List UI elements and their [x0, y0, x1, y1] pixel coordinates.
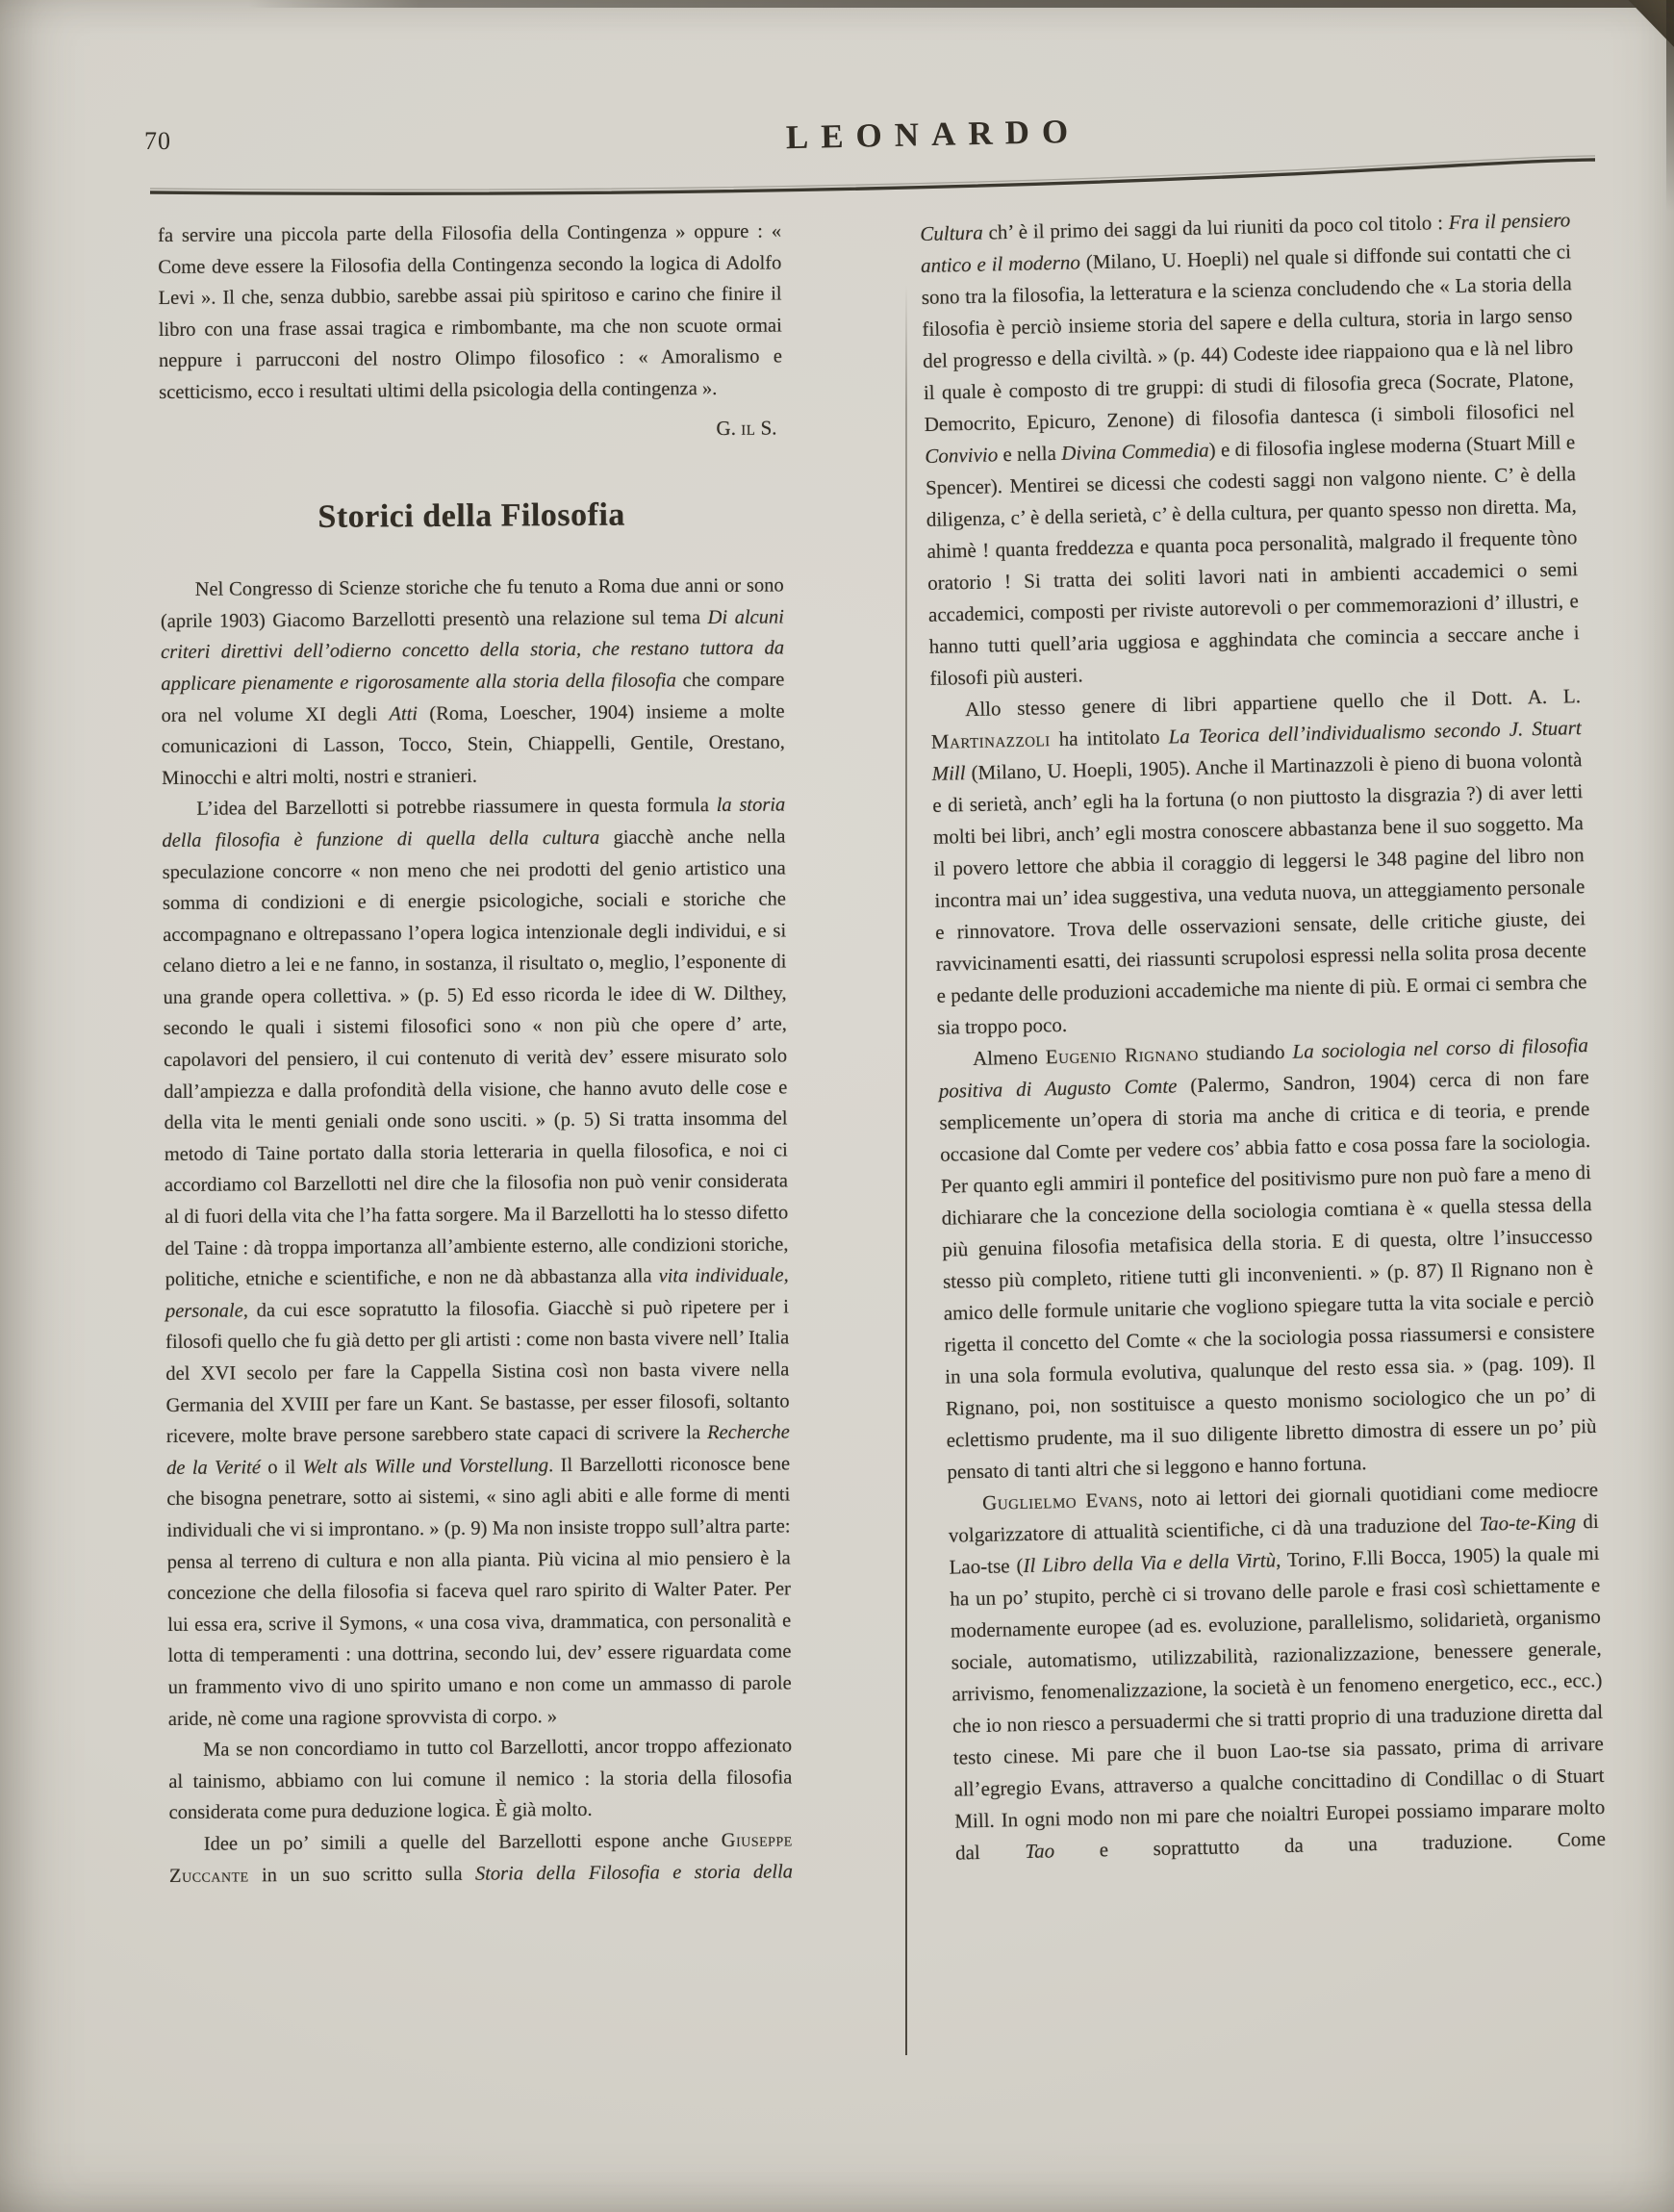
right-column: [920, 204, 1606, 1869]
paragraph-rignano: Almeno Eugenio Rignano studiando La sociologia nel corso di filosofia positiva di Augusto Comte (Palermo, Sandron, 1904) cerca di non fare semplicemente un’opera di storia ma anche di critica e di teoria, e prende occasione dal Comte per vedere cos’ abbia fatto e cosa possa fare la sociologia. Per quanto egli ammiri il pontefice del positivismo pure non può fare a meno di dichiarare che la concezione della sociologia comtiana è « quella stessa della più genuina filosofia metafisica della storia. E di questa, oltre l’insuccesso stesso più completo, ritiene tutti gli inconvenienti. » (p. 87) Il Rignano non è amico delle formule unitarie che vogliono spiegare tutta la vita sociale e perciò rigetta il concetto del Comte « che la sociologia possa riassumersi e consistere in una sola formula evolutiva, qualunque del resto essa sia. » (pag. 109). Il Rignano, poi, non sostituisce a questo monismo sociologico che un po’ di eclettismo prudente, ma il suo diligente libretto dimostra di essere un po’ più pensato di tanti altri che si leggono e hanno fortuna.: [938, 1033, 1597, 1484]
signature-g-il-s: G. il S.: [716, 416, 777, 440]
paragraph-contingenza-continuation: fa servire una piccola parte della Filosofia della Contingenza » oppure : « Come deve essere la Filosofia della Contingenza secondo la logica di Adolfo Levi ». Il che, senza dubbio, sarebbe assai più spiritoso e carino che finire il libro con una frase assai tragica e rimbombante, ma che non scuote ormai neppure i parrucconi del nostro Olimpo filosofico : « Amoralismo e scetticismo, ecco i resultati ultimi della psicologia della contingenza ».: [158, 220, 783, 403]
paragraph-congresso: Nel Congresso di Scienze storiche che fu tenuto a Roma due anni or sono (aprile 1903) Giacomo Barzellotti presentò una relazione sul tema Di alcuni criteri direttivi dell’odierno concetto della storia, che restano tuttora da applicare pienamente e rigorosamente alla storia della filosofia che compare ora nel volume XI degli Atti (Roma, Loescher, 1904) insieme a molte comunicazioni di Lasson, Tocco, Stein, Chiappelli, Gentile, Orestano, Minocchi e altri molti, nostri e stranieri.: [160, 574, 785, 789]
page-number: 70: [144, 127, 171, 155]
journal-title: LEONARDO: [785, 112, 1081, 157]
paragraph-idea-barzellotti: L’idea del Barzellotti si potrebbe riassumere in questa formula la storia della filosofia è funzione di quella della cultura giacchè anche nella speculazione concorre « non meno che nei prodotti del genio artistico una somma di condizioni e di energie psicologiche, sociali e storiche che accompagnano e oltrepassano l’opera logica intenzionale degli individui, e si celano dietro a lei e ne fanno, in sostanza, il risultato o, meglio, l’esponente di una grande opera collettiva. » (p. 5) Ed esso ricorda le idee di W. Dilthey, secondo le quali i sistemi filosofici sono « non più che opere d’ arte, capolavori del pensiero, il cui contenuto di verità dev’ essere misurato solo dall’ampiezza e dalla profondità della visione, che hanno avuto delle cose e della vita le menti geniali onde sono usciti. » (p. 5) Si tratta insomma del metodo di Taine portato dalla storia letteraria in quella filosofica, e noi ci accordiamo col Barzellotti nel dire che la filosofia non può venir considerata al di fuori della vita che l’ha fatta sorgere. Ma il Barzellotti ha lo stesso difetto del Taine : dà troppa importanza all’ambiente esterno, alle condizioni storiche, politiche, etniche e scientifiche, e non ne dà abbastanza alla vita individuale, personale, da cui esce sopratutto la filosofia. Giacchè si può ripetere per i filosofi quello che fu già detto per gli artisti : come non basta vivere nell’ Italia del XVI secolo per fare la Cappella Sistina così non basta vivere nella Germania del XVIII per fare un Kant. Se bastasse, per esser filosofi, soltanto ricevere, molte brave persone sarebbero state capaci di scrivere la Recherche de la Verité o il Welt als Wille und Vorstellung. Il Barzellotti riconosce bene che bisogna penetrare, sotto ai sistemi, « sino agli abiti e alle forme di menti individuali che vi si improntano. » (p. 9) Ma non insiste troppo sull’altra parte: pensa al terreno di cultura e non alla pianta. Più vicina al mio pensiero è la concezione che della filosofia si faceva quel raro spirito di Walter Pater. Per lui essa era, scrive il Symons, « una cosa viva, drammatica, con personalità e lotta di temperamenti : una dottrina, secondo lui, dev’ essere riguardata come un frammento vivo di uno spirito umano e non come un ammasso di parole aride, nè come una ragione sprovvista di corpo. »: [162, 794, 792, 1730]
scan-right-edge-artifact: [1666, 0, 1674, 212]
paragraph-evans: Guglielmo Evans, noto ai lettori dei giornali quotidiani come mediocre volgarizzatore di attualità scientifiche, ci dà una traduzione del Tao-te-King di Lao-tse (Il Libro della Via e della Virtù, Torino, F.lli Bocca, 1905) la quale mi ha un po’ stupito, perchè ci si trovano delle parole e frasi così schiettamente e modernamente europee (ad es. evoluzione, parallelismo, solidarietà, organismo sociale, automatismo, utilizzabilità, razionalizzazione, benessere generale, arrivismo, fenomenalizzazione, la società è un fenomeno energetico, ecc., ecc.) che io non riesco a persuadermi che si tratti proprio di una traduzione diretta dal testo cinese. Mi pare che il buon Lao-tse sia passato, prima di arrivare all’egregio Evans, attraverso a qualche concittadino di Condillac o di Stuart Mill. In ogni modo non mi pare che noialtri Europei possiamo imparare molto dal Tao e soprattutto da una traduzione. Come: [948, 1477, 1607, 1865]
paragraph-ma-se-non-concordiamo: Ma se non concordiamo in tutto col Barzellotti, ancor troppo affezionato al tainismo, abbiamo con lui comune il nemico : la storia della filosofia considerata come pura deduzione logica. È già molto.: [168, 1735, 793, 1824]
paragraph-cultura-zuccante-continuation: Cultura ch’ è il primo dei saggi da lui riuniti da poco col titolo : Fra il pensiero antico e il moderno (Milano, U. Hoepli) nel quale si diffonde sui contatti che ci sono tra la filosofia, la letteratura e la scienza concludendo che « La storia della filosofia è perciò insieme storia del sapere e della cultura, storia in largo senso del progresso e della civiltà. » (p. 44) Codeste idee riappaiono qua e là nel libro il quale è composto di tre gruppi: di studi di filosofia greca (Socrate, Platone, Democrito, Epicuro, Zenone) di filosofia dantesca (i simboli filosofici nel Convivio e nella Divina Commedia) e di filosofia inglese moderna (Stuart Mill e Spencer). Mentirei se dicessi che codesti saggi non valgono niente. C’ è della diligenza, c’ è della serietà, c’ è della cultura, per quanto spesso non diretta. Ma, ahimè ! quanta freddezza e quanta poca personalità, malgrado il frequente tòno oratorio ! Si tratta dei soliti lavori nati in ambienti accademici o semi accademici, composti per riviste autorevoli o per commemorazioni d’ illustri, e hanno tutti quell’aria uggiosa e agghindata che comincia a seccare anche i filosofi più austeri.: [920, 208, 1580, 690]
header-rule: [142, 146, 1609, 208]
scan-top-edge-artifact: [248, 0, 1674, 8]
column-divider-rule: [905, 285, 907, 2055]
section-title-storici-della-filosofia: Storici della Filosofia: [317, 496, 625, 536]
paragraph-martinazzoli: Allo stesso genere di libri appartiene quello che il Dott. A. L. Martinazzoli ha intitolato La Teorica dell’individualismo secondo J. Stuart Mill (Milano, U. Hoepli, 1905). Anche il Martinazzoli è pieno di buona volontà e di serietà, anch’ egli ha la fortuna (o non piuttosto la disgrazia ?) di aver letti molti bei libri, anch’ egli mostra conoscere abbastanza bene il suo soggetto. Ma il povero lettore che abbia il coraggio di leggersi le 348 pagine del libro non incontra mai un’ idea suggestiva, una veduta nuova, un atteggiamento personale e rinnovatore. Trova delle osservazioni sensate, delle critiche giuste, dei ravvicinamenti esatti, dei riassunti scrupolosi espressi nella solita prosa decente e pedante delle produzioni accademiche ma niente di più. E ormai ci sembra che sia troppo poco.: [930, 684, 1587, 1039]
paragraph-zuccante: Idee un po’ simili a quelle del Barzellotti espone anche Giuseppe Zuccante in un suo scritto sulla Storia della Filosofia e storia della: [168, 1829, 794, 1887]
left-column: [158, 216, 793, 1892]
